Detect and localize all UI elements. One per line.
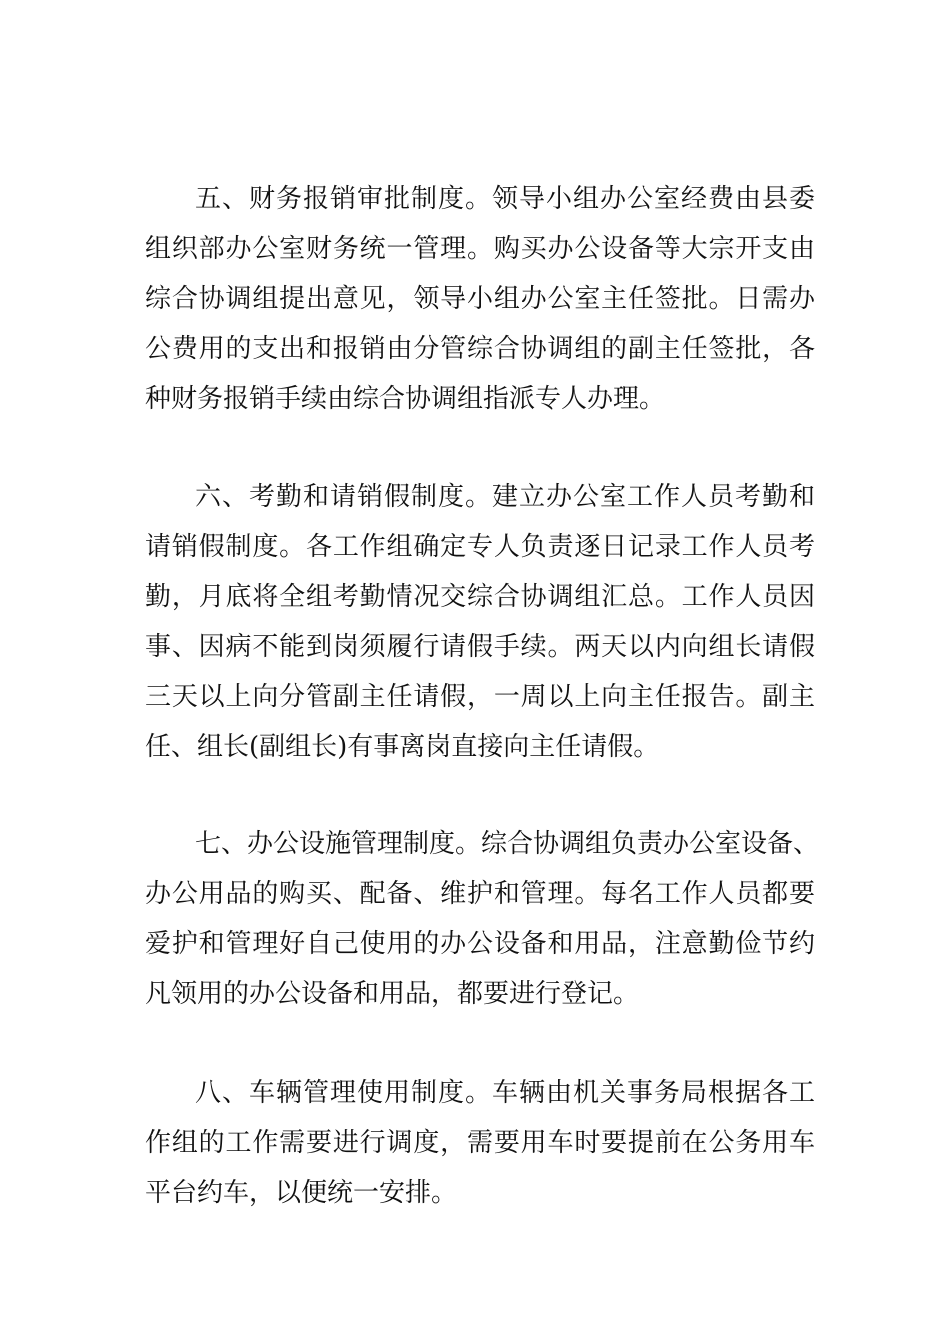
text-line: 爱护和管理好自己使用的办公设备和用品，注意勤俭节约 <box>145 929 815 959</box>
text-line: 办公用品的购买、配备、维护和管理。每名工作人员都要 <box>145 879 815 909</box>
text-line: 组织部办公室财务统一管理。购买办公设备等大宗开支由 <box>145 234 815 264</box>
text-line: 作组的工作需要进行调度，需要用车时要提前在公务用车 <box>145 1128 815 1158</box>
text-line: 平台约车，以便统一安排。 <box>145 1178 458 1208</box>
text-line: 请销假制度。各工作组确定专人负责逐日记录工作人员考 <box>145 532 815 562</box>
text-line: 五、财务报销审批制度。领导小组办公室经费由县委 <box>195 184 815 214</box>
text-line: 综合协调组提出意见，领导小组办公室主任签批。日需办 <box>145 284 815 314</box>
text-line: 事、因病不能到岗须履行请假手续。两天以内向组长请假 <box>145 632 815 662</box>
text-line: 勤，月底将全组考勤情况交综合协调组汇总。工作人员因 <box>145 582 815 612</box>
paragraph-finance-reimbursement <box>145 174 815 424</box>
text-line: 种财务报销手续由综合协调组指派专人办理。 <box>145 384 666 414</box>
text-line: 七、办公设施管理制度。综合协调组负责办公室设备、 <box>195 829 820 859</box>
text-line: 凡领用的办公设备和用品，都要进行登记。 <box>145 979 640 1009</box>
text-line: 三天以上向分管副主任请假，一周以上向主任报告。副主 <box>145 682 815 712</box>
paragraph-attendance-leave <box>145 472 815 772</box>
text-line: 任、组长(副组长)有事离岗直接向主任请假。 <box>145 732 660 762</box>
text-line: 六、考勤和请销假制度。建立办公室工作人员考勤和 <box>195 482 815 512</box>
text-line: 公费用的支出和报销由分管综合协调组的副主任签批，各 <box>145 334 815 364</box>
text-line: 八、车辆管理使用制度。车辆由机关事务局根据各工 <box>195 1078 815 1108</box>
paragraph-office-facilities <box>145 819 820 1019</box>
paragraph-vehicle-management <box>145 1068 815 1218</box>
